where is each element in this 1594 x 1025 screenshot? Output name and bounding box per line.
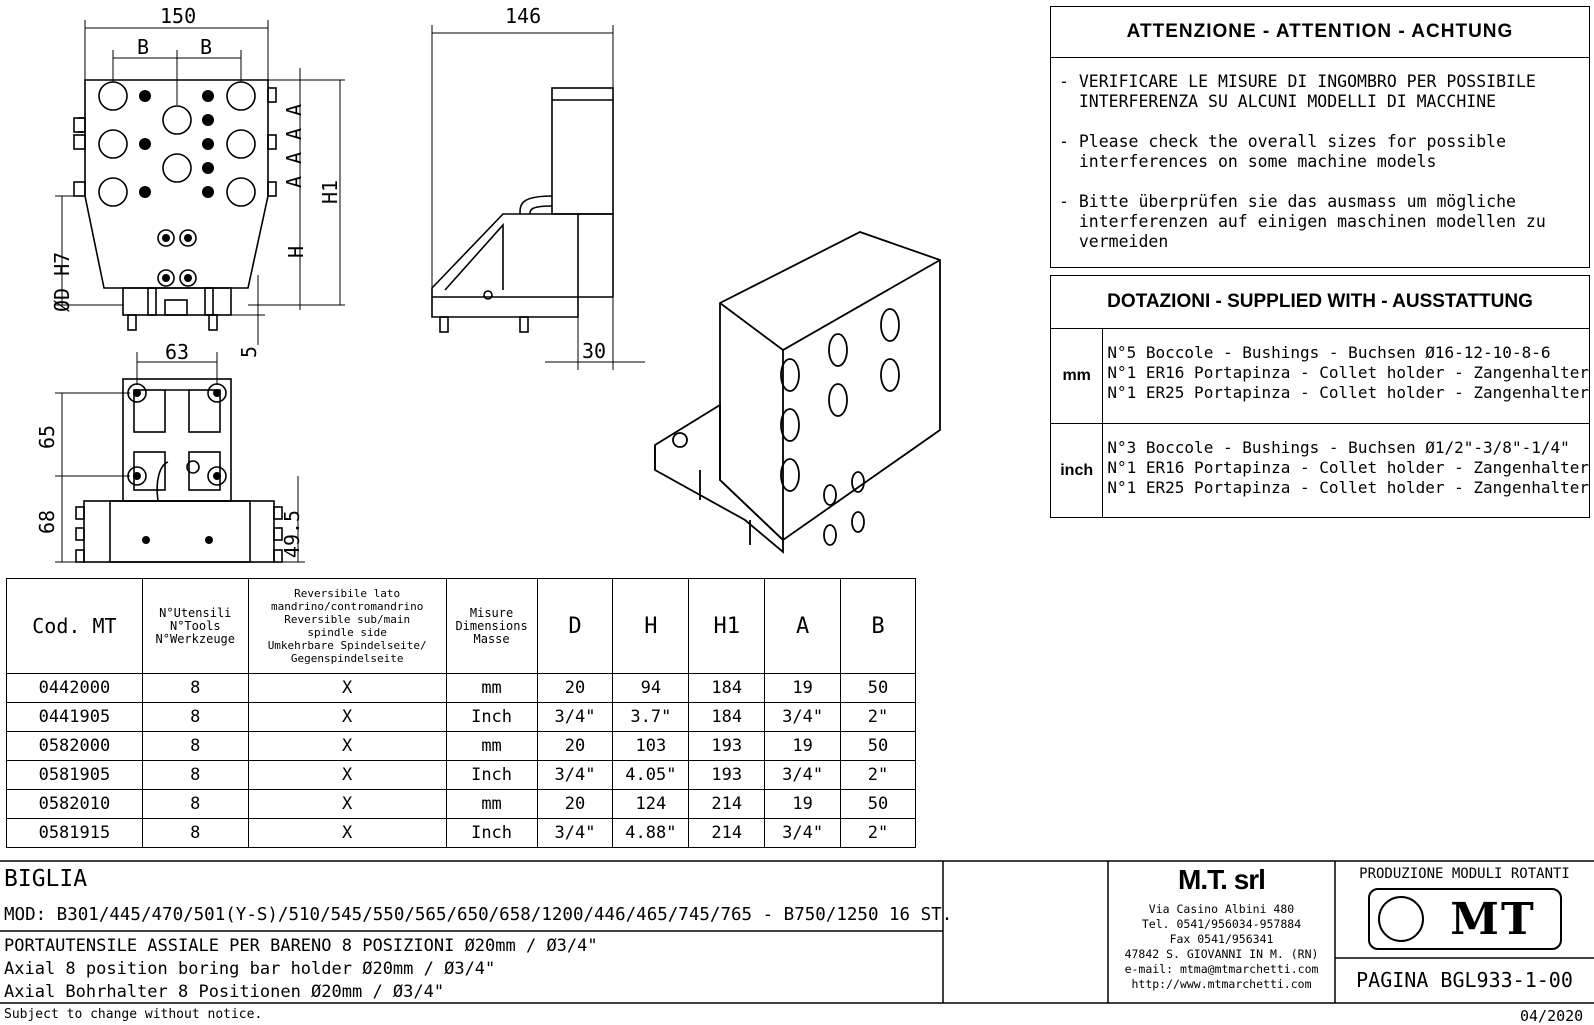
- cell: X: [248, 790, 446, 819]
- cell: 124: [613, 790, 689, 819]
- cell: 8: [142, 761, 248, 790]
- cell: 3/4": [537, 761, 613, 790]
- dim-150: 150: [160, 4, 197, 28]
- header-code: Cod. MT: [7, 579, 143, 674]
- company-name: M.T. srl: [1178, 864, 1265, 895]
- top-view: [76, 379, 282, 562]
- warning-box: [1050, 6, 1590, 268]
- address-line: e-mail: mtma@mtmarchetti.com: [1124, 962, 1319, 976]
- cell: 0581915: [7, 819, 143, 848]
- cell: 94: [613, 674, 689, 703]
- address-line: Tel. 0541/956034-957884: [1141, 917, 1302, 931]
- cell: Inch: [446, 761, 537, 790]
- dim-68: 68: [35, 509, 60, 535]
- cell: mm: [446, 790, 537, 819]
- cell: X: [248, 732, 446, 761]
- dim-a-3: A: [282, 151, 307, 165]
- revision-date: 04/2020: [1520, 1007, 1584, 1025]
- cell: 214: [689, 819, 765, 848]
- cell: 2": [841, 761, 916, 790]
- cell: 50: [841, 674, 916, 703]
- company-logo: [1368, 888, 1562, 950]
- dim-146: 146: [505, 4, 542, 28]
- side-view: [432, 88, 613, 332]
- cell: 8: [142, 790, 248, 819]
- table-row: [7, 732, 916, 761]
- front-view: [74, 80, 276, 330]
- header-d: D: [537, 579, 613, 674]
- warning-line: - Please check the overall sizes for possible: [1059, 132, 1507, 151]
- cell: 193: [689, 761, 765, 790]
- header-h1: H1: [689, 579, 765, 674]
- cell: X: [248, 819, 446, 848]
- cell: Inch: [446, 819, 537, 848]
- cell: 3/4": [765, 703, 841, 732]
- cell: 19: [765, 732, 841, 761]
- warning-line: interferenzen auf einigen maschinen modellen zu: [1059, 212, 1546, 231]
- cell: 8: [142, 732, 248, 761]
- cell: X: [248, 703, 446, 732]
- table-row: [7, 674, 916, 703]
- change-notice: Subject to change without notice.: [4, 1007, 263, 1022]
- cell: 3/4": [765, 819, 841, 848]
- cell: 8: [142, 703, 248, 732]
- dim-b-right: B: [200, 35, 213, 59]
- header-b: B: [841, 579, 916, 674]
- machine-models: MOD: B301/445/470/501(Y-S)/510/545/550/565/650/658/1200/446/465/745/765 - B750/1250 16 ST.: [4, 905, 953, 925]
- machine-name: BIGLIA: [4, 866, 88, 892]
- supplied-line: N°3 Boccole - Bushings - Buchsen Ø1/2"-3/8"-1/4": [1107, 438, 1570, 457]
- supplied-title: DOTAZIONI - SUPPLIED WITH - AUSSTATTUNG: [1051, 276, 1589, 329]
- cell: 20: [537, 790, 613, 819]
- cell: 214: [689, 790, 765, 819]
- cell: 19: [765, 790, 841, 819]
- supplied-group-mm: [1051, 329, 1589, 424]
- table-header-row: [7, 579, 916, 674]
- cell: 0582000: [7, 732, 143, 761]
- spec-table: [6, 578, 916, 848]
- cell: 0582010: [7, 790, 143, 819]
- company-address: [1108, 902, 1335, 992]
- cell: 3/4": [537, 819, 613, 848]
- dim-diameter-h7: ØD H7: [50, 251, 74, 312]
- cell: mm: [446, 674, 537, 703]
- description-it: PORTAUTENSILE ASSIALE PER BARENO 8 POSIZIONI Ø20mm / Ø3/4": [4, 936, 598, 956]
- table-row: [7, 790, 916, 819]
- cell: 4.88": [613, 819, 689, 848]
- header-a: A: [765, 579, 841, 674]
- cell: 50: [841, 732, 916, 761]
- dim-49-5: 49.5: [280, 509, 305, 559]
- unit-label-mm: mm: [1051, 329, 1103, 423]
- isometric-view: [655, 232, 940, 552]
- header-tools: N°Utensili N°Tools N°Werkzeuge: [142, 579, 248, 674]
- cell: 193: [689, 732, 765, 761]
- cell: 0441905: [7, 703, 143, 732]
- cell: mm: [446, 732, 537, 761]
- production-label: PRODUZIONE MODULI ROTANTI: [1359, 866, 1570, 882]
- cell: 0581905: [7, 761, 143, 790]
- dim-a-4: A: [282, 175, 307, 189]
- dim-63: 63: [165, 340, 190, 364]
- dim-h1: H1: [318, 179, 343, 205]
- dim-b-left: B: [137, 35, 150, 59]
- cell: Inch: [446, 703, 537, 732]
- cell: 184: [689, 703, 765, 732]
- dim-a-1: A: [282, 103, 307, 117]
- unit-label-inch: inch: [1051, 424, 1103, 518]
- supplied-line: N°1 ER25 Portapinza - Collet holder - Zangenhalter: [1107, 478, 1589, 497]
- header-reversible: Reversibile lato mandrino/contromandrino Reversible sub/main spindle side Umkehrbare Spindelseite/ Gegenspindelseite: [248, 579, 446, 674]
- table-row: [7, 761, 916, 790]
- cell: 103: [613, 732, 689, 761]
- supplied-line: N°5 Boccole - Bushings - Buchsen Ø16-12-10-8-6: [1107, 343, 1551, 362]
- cell: 184: [689, 674, 765, 703]
- warning-line: interferences on some machine models: [1059, 152, 1437, 171]
- dim-5: 5: [237, 345, 262, 359]
- address-line: 47842 S. GIOVANNI IN M. (RN): [1124, 947, 1319, 961]
- cell: 50: [841, 790, 916, 819]
- dim-a-2: A: [282, 127, 307, 141]
- cell: 3/4": [765, 761, 841, 790]
- address-line: Via Casino Albini 480: [1148, 902, 1295, 916]
- cell: 2": [841, 819, 916, 848]
- description-en: Axial 8 position boring bar holder Ø20mm / Ø3/4": [4, 959, 496, 979]
- cell: X: [248, 674, 446, 703]
- supplied-line: N°1 ER25 Portapinza - Collet holder - Zangenhalter: [1107, 383, 1589, 402]
- cell: 20: [537, 674, 613, 703]
- cell: 3/4": [537, 703, 613, 732]
- supplied-group-inch: [1051, 424, 1589, 518]
- cell: 3.7": [613, 703, 689, 732]
- supplied-line: N°1 ER16 Portapinza - Collet holder - Zangenhalter: [1107, 363, 1589, 382]
- cell: 2": [841, 703, 916, 732]
- cell: 19: [765, 674, 841, 703]
- cell: 0442000: [7, 674, 143, 703]
- page-code: PAGINA BGL933-1-00: [1356, 968, 1573, 992]
- dim-30: 30: [582, 339, 607, 363]
- description-de: Axial Bohrhalter 8 Positionen Ø20mm / Ø3/4": [4, 982, 445, 1002]
- cell: 8: [142, 674, 248, 703]
- cell: 20: [537, 732, 613, 761]
- warning-line: vermeiden: [1059, 232, 1169, 251]
- warning-line: - Bitte überprüfen sie das ausmass um mögliche: [1059, 192, 1516, 211]
- dim-65: 65: [35, 424, 60, 450]
- cell: 4.05": [613, 761, 689, 790]
- warning-line: - VERIFICARE LE MISURE DI INGOMBRO PER POSSIBILE: [1059, 72, 1536, 91]
- cell: 8: [142, 819, 248, 848]
- supplied-box: [1050, 275, 1590, 518]
- address-line: Fax 0541/956341: [1169, 932, 1274, 946]
- supplied-line: N°1 ER16 Portapinza - Collet holder - Zangenhalter: [1107, 458, 1589, 477]
- dim-h: H: [284, 245, 309, 259]
- address-line: http://www.mtmarchetti.com: [1131, 977, 1312, 991]
- warning-line: INTERFERENZA SU ALCUNI MODELLI DI MACCHINE: [1059, 92, 1497, 111]
- warning-title: ATTENZIONE - ATTENTION - ACHTUNG: [1051, 7, 1589, 58]
- header-dimensions: Misure Dimensions Masse: [446, 579, 537, 674]
- gear-icon: [1378, 896, 1424, 942]
- logo-text: MT: [1450, 894, 1536, 945]
- warning-text: [1051, 58, 1589, 252]
- table-row: [7, 703, 916, 732]
- header-h: H: [613, 579, 689, 674]
- table-row: [7, 819, 916, 848]
- cell: X: [248, 761, 446, 790]
